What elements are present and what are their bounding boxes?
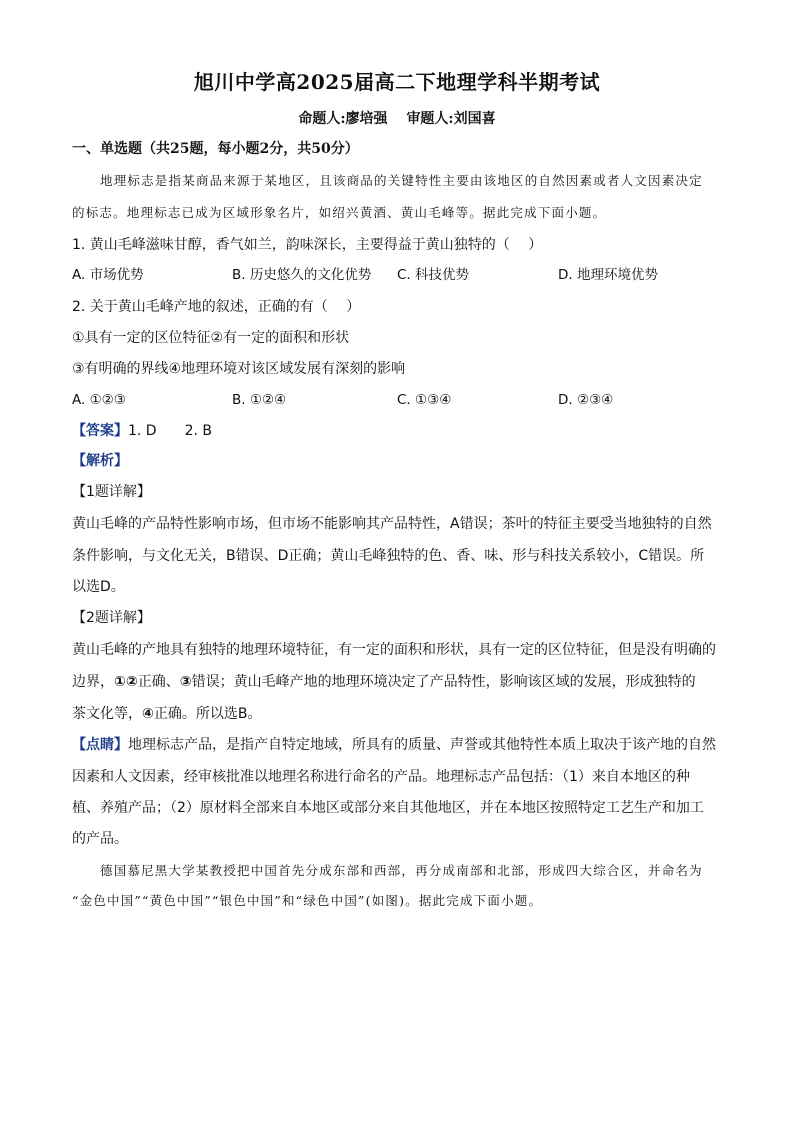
detail1-heading: 【1题详解】 [72,484,151,500]
reviewer-name: 审题人:刘国喜 [406,111,496,127]
detail2-line2-part-e: 错误；黄山毛峰产地的地理环境决定了产品特性，影响该区域的发展，形成独特的 [191,674,696,690]
q2-option-a: A. ①②③ [72,392,126,408]
q2-item2: ③有明确的界线④地理环境对该区域发展有深刻的影响 [72,361,406,377]
q2-option-d: D. ②③④ [558,392,614,408]
passage1-line1: 地理标志是指某商品来源于某地区，且该商品的关键特性主要由该地区的自然因素或者人文因素决定 [100,173,703,188]
q2-option-b: B. ①②④ [232,392,287,408]
detail2-line2 [72,673,722,691]
passage2-line1: 德国慕尼黑大学某教授把中国首先分成东部和西部，再分成南部和北部，形成四大综合区，并命名为 [100,863,703,878]
detail2-line2-part-c: 正确、 [137,674,180,690]
detail2-line3 [72,705,722,723]
section-heading: 一、单选题（共25题，每小题2分，共50分） [72,141,359,157]
q2-option-c: C. ①③④ [397,392,452,408]
note-line4: 的产品。 [72,831,128,847]
authors-line [0,108,794,128]
detail1-line2: 条件影响，与文化无关，B错误、D正确；黄山毛峰独特的色、香、味、形与科技关系较小，C错误。所 [72,548,705,564]
detail2-line3-part-b: ④ [142,706,154,722]
analysis-label: 【解析】 [72,453,128,469]
detail2-line2-part-b: ①② [114,674,138,690]
passage1-line2: 的标志。地理标志已成为区域形象名片，如绍兴黄酒、黄山毛峰等。据此完成下面小题。 [72,205,607,220]
setter-name: 命题人:廖培强 [298,111,388,127]
detail2-line2-part-d: ③ [179,674,192,690]
note-line2: 因素和人文因素，经审核批准以地理名称进行命名的产品。地理标志产品包括：（1）来自本地区的种 [72,769,690,785]
detail2-line3-part-c: 正确。所以选B。 [153,706,262,722]
q1-option-b: B. 历史悠久的文化优势 [232,267,372,283]
note-line3: 植、养殖产品；（2）原材料全部来自本地区或部分来自其他地区，并在本地区按照特定工艺生产和加工 [72,800,704,816]
page-title: 旭川中学高2025届高二下地理学科半期考试 [193,70,601,94]
note-label: 【点睛】 [72,737,128,753]
note-line1 [72,736,722,754]
passage2-line2: “金色中国”“黄色中国”“银色中国”和“绿色中国”(如图)。据此完成下面小题。 [72,893,543,908]
q1-stem: 1. 黄山毛峰滋味甘醇，香气如兰，韵味深长，主要得益于黄山独特的（ ） [72,237,543,253]
detail1-line3: 以选D。 [72,579,125,595]
analysis-heading [72,452,722,470]
q2-item1: ①具有一定的区位特征②有一定的面积和形状 [72,330,350,346]
q1-option-c: C. 科技优势 [397,267,470,283]
detail2-line1: 黄山毛峰的产地具有独特的地理环境特征，有一定的面积和形状，具有一定的区位特征，但是没有明确的 [72,642,716,658]
q1-option-a: A. 市场优势 [72,267,144,283]
answer-text: 1. D 2. B [128,423,212,439]
detail2-heading: 【2题详解】 [72,610,151,626]
q1-option-d: D. 地理环境优势 [558,267,658,283]
q2-stem: 2. 关于黄山毛峰产地的叙述，正确的有（ ） [72,299,361,315]
detail1-line1: 黄山毛峰的产品特性影响市场，但市场不能影响其产品特性，A错误；茶叶的特征主要受当地独特的自然 [72,516,712,532]
detail2-line3-part-a: 茶文化等， [72,706,142,722]
answer-line [72,422,722,440]
detail2-line2-part-a: 边界， [72,674,114,690]
answer-label: 【答案】 [72,423,128,439]
note-text-1: 地理标志产品，是指产自特定地域，所具有的质量、声誉或其他特性本质上取决于该产地的自然 [128,737,716,753]
